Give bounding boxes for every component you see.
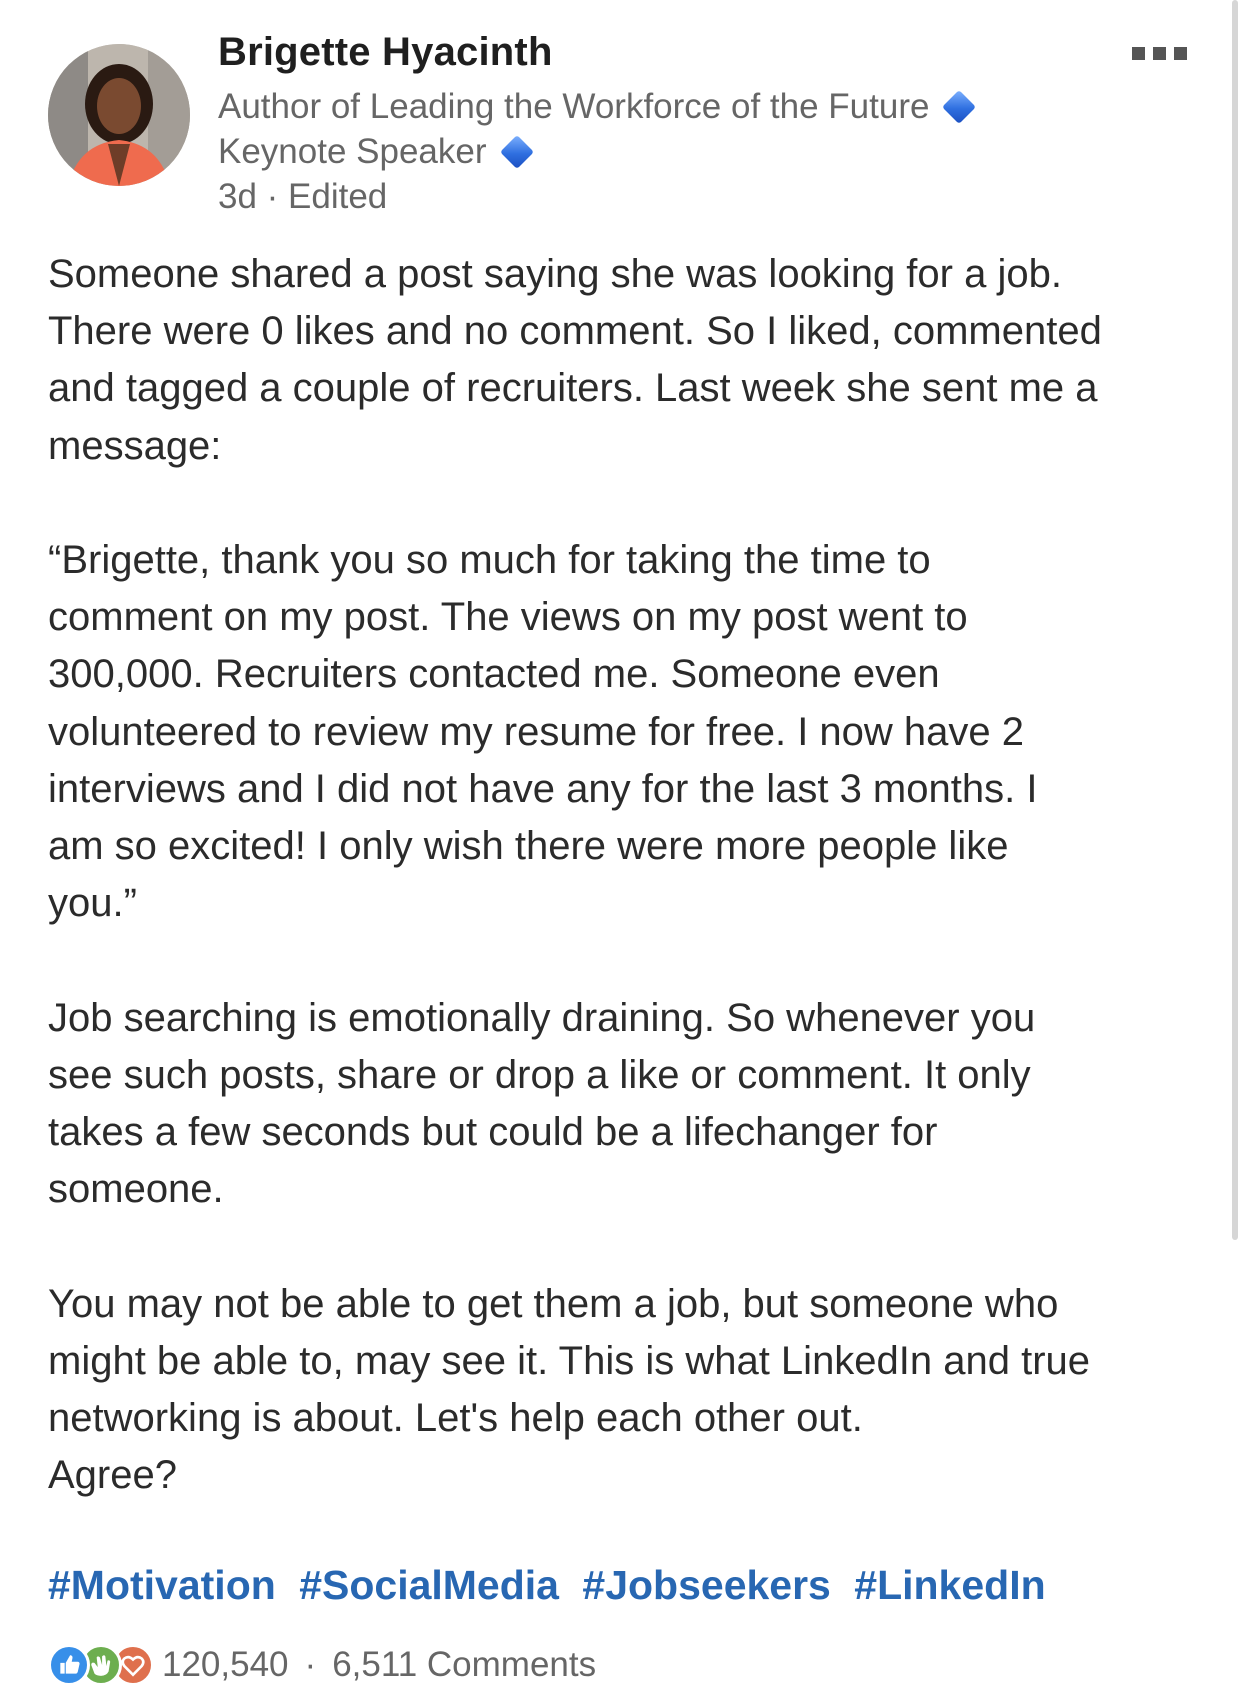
scrollbar[interactable] <box>1232 0 1238 1240</box>
separator-dot: · <box>304 1645 317 1684</box>
avatar-photo <box>48 44 190 186</box>
post-paragraph: Someone shared a post saying she was looking for a job. There were 0 likes and no comment. So I liked, commented and tagged a couple of recruiters. Last week she sent me a message: <box>48 252 1102 468</box>
post-body <box>48 246 1218 1504</box>
post-timestamp: 3d · Edited <box>218 177 388 216</box>
headline-2-text: Keynote Speaker <box>218 132 487 171</box>
post-paragraph: Job searching is emotionally draining. So whenever you see such posts, share or drop a like or comment. It only takes a few seconds but could be a lifechanger for someone. <box>48 995 1036 1212</box>
headline-1-text: Author of Leading the Workforce of the Future <box>218 87 930 126</box>
more-dot <box>1153 47 1166 60</box>
author-headline-1 <box>218 87 971 127</box>
verified-diamond-icon <box>500 135 534 169</box>
reaction-icons[interactable] <box>48 1644 144 1686</box>
reaction-count[interactable]: 120,540 <box>162 1645 289 1684</box>
author-headline-2 <box>218 132 529 172</box>
social-counts <box>48 1640 596 1690</box>
like-icon <box>48 1644 90 1686</box>
post-paragraph: You may not be able to get them a job, but someone who might be able to, may see it. This is what LinkedIn and true networking is about. Let's help each other out. Agree? <box>48 1281 1091 1498</box>
verified-diamond-icon <box>942 90 976 124</box>
hashtag-link[interactable]: #Motivation <box>48 1562 276 1608</box>
hashtag-list <box>48 1562 1046 1609</box>
more-dot <box>1174 47 1187 60</box>
comments-count[interactable]: 6,511 Comments <box>332 1645 597 1684</box>
hashtag-link[interactable]: #Jobseekers <box>582 1562 831 1608</box>
author-name[interactable]: Brigette Hyacinth <box>218 30 553 74</box>
hashtag-link[interactable]: #LinkedIn <box>854 1562 1046 1608</box>
more-dot <box>1132 47 1145 60</box>
more-options-icon[interactable] <box>1132 38 1202 68</box>
author-avatar[interactable] <box>48 44 190 186</box>
post-paragraph: “Brigette, thank you so much for taking the time to comment on my post. The views on my post went to 300,000. Recruiters contacted me. Someone even volunteered to review my resume for free. I now have 2 interviews and I did not have any for the last 3 months. I am so excited! I only wish there were more people like you.” <box>48 538 1038 926</box>
hashtag-link[interactable]: #SocialMedia <box>299 1562 559 1608</box>
